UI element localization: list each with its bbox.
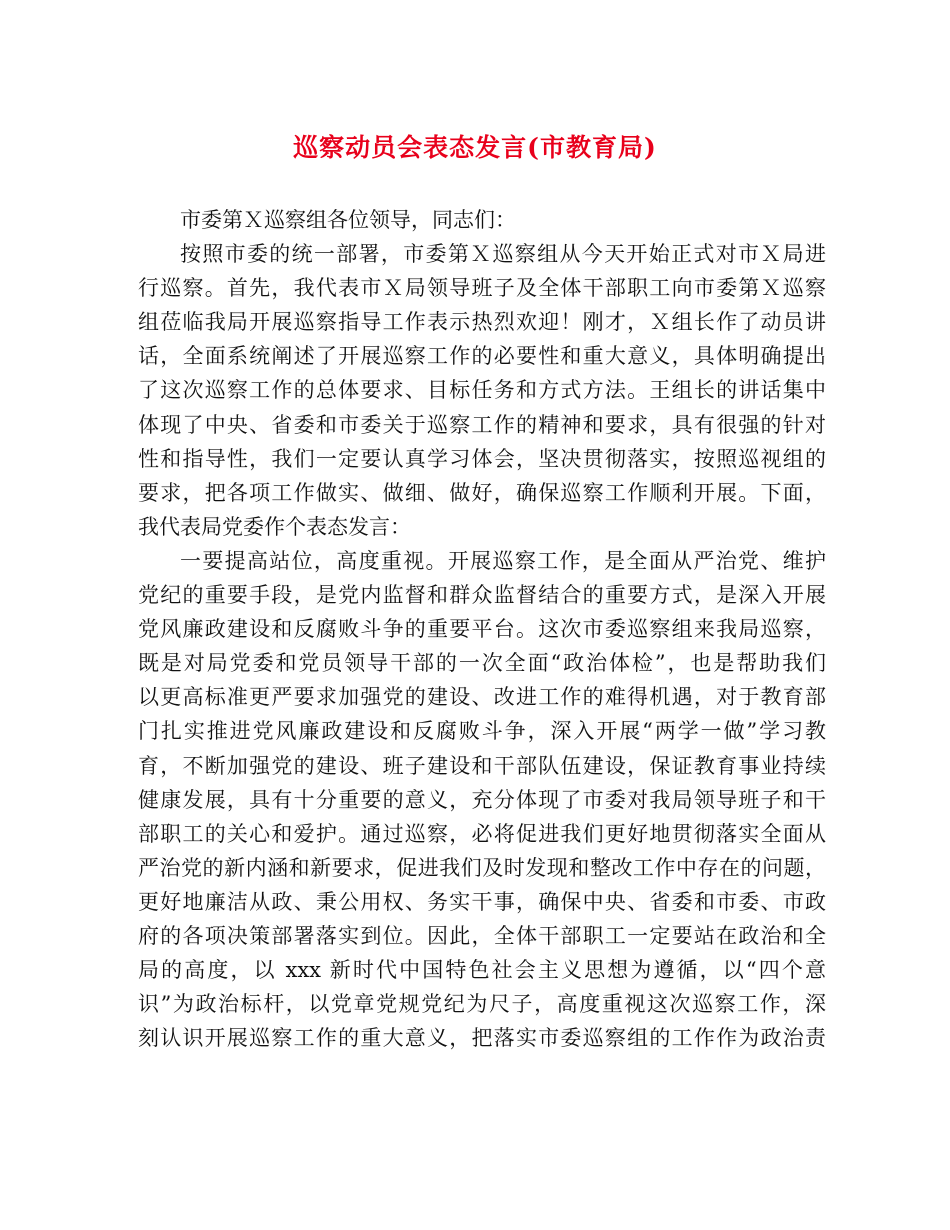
body-line: 行巡察。首先，我代表市Ｘ局领导班子及全体干部职工向市委第Ｘ巡察	[138, 276, 826, 301]
page-title: 巡察动员会表态发言(市教育局)	[293, 133, 657, 162]
document-body	[138, 203, 826, 1055]
body-line: 以更高标准更严要求加强党的建设、改进工作的难得机遇，对于教育部	[138, 685, 826, 710]
body-line: 了这次巡察工作的总体要求、目标任务和方式方法。王组长的讲话集中	[138, 378, 826, 403]
body-line: 识”为政治标杆，以党章党规党纪为尺子，高度重视这次巡察工作，深	[138, 992, 826, 1017]
body-line: 健康发展，具有十分重要的意义，充分体现了市委对我局领导班子和干	[138, 787, 826, 812]
body-line: 局的高度，以 xxx 新时代中国特色社会主义思想为遵循，以“四个意	[138, 958, 826, 983]
body-line: 更好地廉洁从政、秉公用权、务实干事，确保中央、省委和市委、市政	[138, 889, 826, 914]
body-line: 话，全面系统阐述了开展巡察工作的必要性和重大意义，具体明确提出	[138, 344, 826, 369]
body-line: 组莅临我局开展巡察指导工作表示热烈欢迎！刚才，Ｘ组长作了动员讲	[138, 310, 826, 335]
body-line: 府的各项决策部署落实到位。因此，全体干部职工一定要站在政治和全	[138, 923, 826, 948]
body-line: 党纪的重要手段，是党内监督和群众监督结合的重要方式，是深入开展	[138, 583, 826, 608]
body-line: 育，不断加强党的建设、班子建设和干部队伍建设，保证教育事业持续	[138, 753, 826, 778]
body-line: 既是对局党委和党员领导干部的一次全面“政治体检”，也是帮助我们	[138, 651, 826, 676]
salutation-line: 市委第Ｘ巡察组各位领导，同志们：	[180, 208, 516, 232]
body-line: 我代表局党委作个表态发言：	[138, 514, 411, 539]
body-line: 门扎实推进党风廉政建设和反腐败斗争，深入开展“两学一做”学习教	[138, 719, 826, 744]
body-line: 刻认识开展巡察工作的重大意义，把落实市委巡察组的工作作为政治责	[138, 1026, 826, 1051]
body-line: 部职工的关心和爱护。通过巡察，必将促进我们更好地贯彻落实全面从	[138, 821, 826, 846]
body-line: 要求，把各项工作做实、做细、做好，确保巡察工作顺利开展。下面，	[138, 480, 826, 505]
body-line: 党风廉政建设和反腐败斗争的重要平台。这次市委巡察组来我局巡察，	[138, 617, 826, 642]
body-line: 性和指导性，我们一定要认真学习体会，坚决贯彻落实，按照巡视组的	[138, 446, 826, 471]
body-line: 体现了中央、省委和市委关于巡察工作的精神和要求，具有很强的针对	[138, 412, 826, 437]
body-line: 一要提高站位，高度重视。开展巡察工作，是全面从严治党、维护	[180, 548, 826, 573]
body-line: 严治党的新内涵和新要求，促进我们及时发现和整改工作中存在的问题，	[138, 855, 826, 880]
body-line: 按照市委的统一部署，市委第Ｘ巡察组从今天开始正式对市Ｘ局进	[180, 242, 826, 267]
